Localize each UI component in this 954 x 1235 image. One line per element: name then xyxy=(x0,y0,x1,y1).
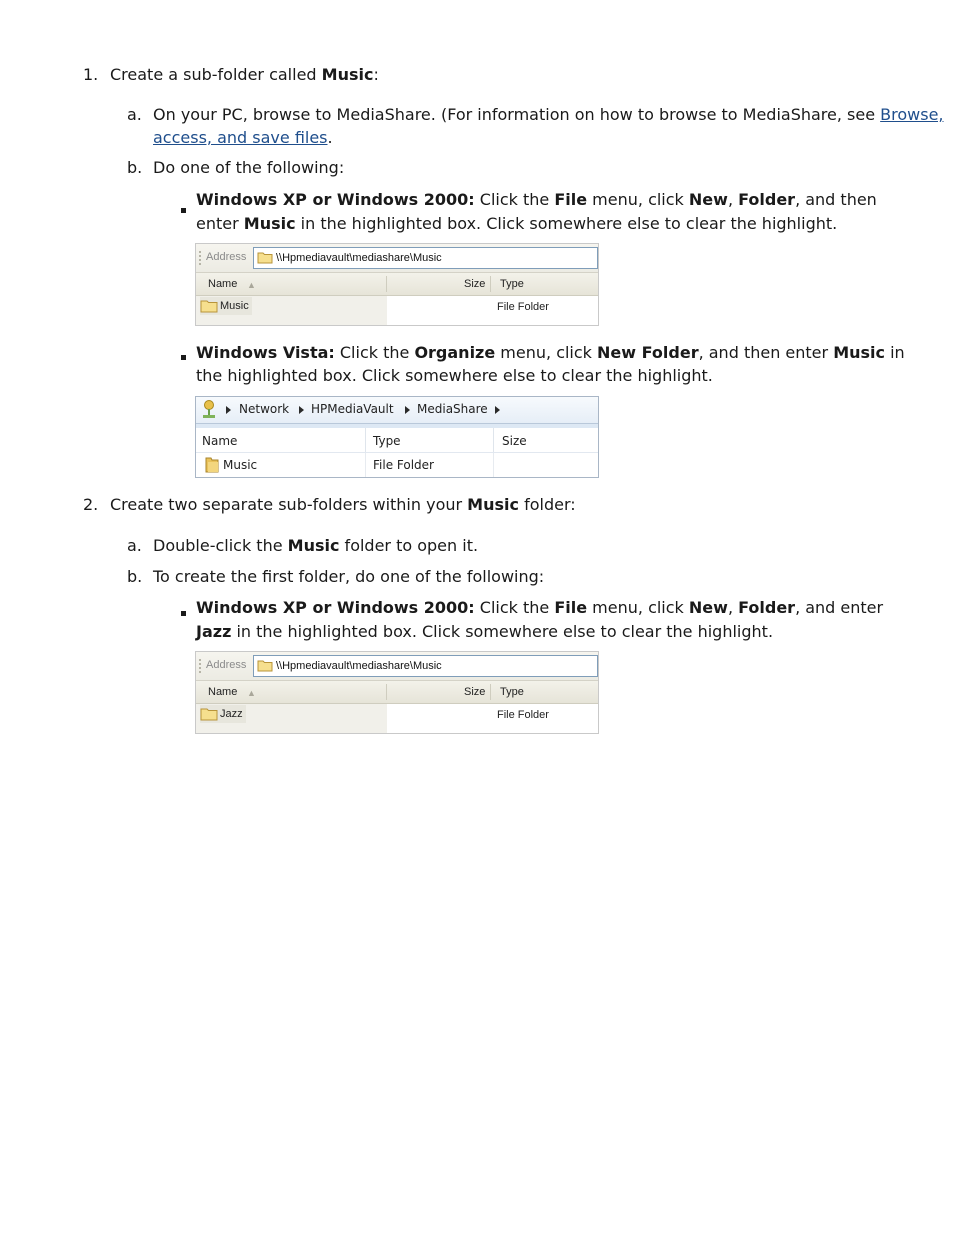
column-header-row xyxy=(196,273,598,296)
step-1a-line2 xyxy=(153,126,333,149)
breadcrumb-hpmediavault[interactable]: HPMediaVault xyxy=(311,402,394,416)
text: Click the xyxy=(334,343,415,362)
step-1-number: 1. xyxy=(83,65,99,84)
step-1-tail: : xyxy=(373,65,379,84)
file-menu-term: File xyxy=(554,598,588,617)
folder-icon xyxy=(204,455,220,474)
text: menu, click xyxy=(495,343,598,362)
chevron-right-icon[interactable] xyxy=(495,406,500,414)
text: , xyxy=(727,598,739,617)
column-header-size[interactable]: Size xyxy=(464,686,486,698)
vista-instruction-line1 xyxy=(196,341,905,364)
browse-link[interactable]: Browse, xyxy=(880,105,944,124)
column-header-type[interactable]: Type xyxy=(500,686,524,698)
file-row-name[interactable] xyxy=(200,705,246,723)
step-1-text xyxy=(110,63,379,86)
column-divider xyxy=(493,428,494,452)
step-2-tail: folder: xyxy=(518,495,576,514)
breadcrumb xyxy=(196,397,598,424)
step-1b-letter: b. xyxy=(127,158,143,177)
text: in the highlighted box. Click somewhere else to clear the highlight. xyxy=(295,214,838,233)
chevron-right-icon[interactable] xyxy=(299,406,304,414)
column-header-name[interactable]: Name xyxy=(208,686,238,698)
chevron-right-icon[interactable] xyxy=(226,406,231,414)
folder-term: Folder xyxy=(738,598,796,617)
column-header-name[interactable]: Name xyxy=(202,434,238,448)
column-header-row xyxy=(196,681,598,704)
file-row-type: File Folder xyxy=(373,458,434,472)
column-divider xyxy=(386,276,387,292)
text: menu, click xyxy=(587,190,689,209)
step-1a-line1 xyxy=(153,103,944,126)
column-header-size[interactable]: Size xyxy=(502,434,527,448)
folder-name: Jazz xyxy=(220,708,243,720)
step-1-lead: Create a sub-folder called xyxy=(110,65,322,84)
step-1b-text: Do one of the following: xyxy=(153,158,345,177)
text: Click the xyxy=(474,598,555,617)
address-label: Address xyxy=(206,659,247,671)
step-2-lead: Create two separate sub-folders within your xyxy=(110,495,468,514)
text: enter xyxy=(196,214,244,233)
text: Click the xyxy=(474,190,555,209)
text: Double-click the xyxy=(153,536,288,555)
new-term: New xyxy=(688,190,728,209)
address-input[interactable] xyxy=(253,655,598,677)
toolbar-grip xyxy=(199,659,203,673)
xp-label: Windows XP or Windows 2000: xyxy=(196,190,475,209)
column-divider xyxy=(493,453,494,477)
chevron-right-icon[interactable] xyxy=(405,406,410,414)
file-menu-term: File xyxy=(554,190,588,209)
breadcrumb-network[interactable]: Network xyxy=(239,402,290,416)
sort-arrow-icon: ▲ xyxy=(247,688,256,698)
xp-instruction-line1 xyxy=(196,596,883,619)
column-divider xyxy=(490,276,491,292)
step-2a-text xyxy=(153,534,478,557)
address-input[interactable] xyxy=(253,247,598,269)
step-2-number: 2. xyxy=(83,495,99,514)
column-divider xyxy=(365,453,366,477)
step-2a-letter: a. xyxy=(127,536,142,555)
column-divider xyxy=(386,684,387,700)
bullet xyxy=(181,208,186,213)
text: , xyxy=(727,190,739,209)
step-2b-letter: b. xyxy=(127,567,143,586)
file-row-type: File Folder xyxy=(497,709,549,721)
step-1-bold: Music xyxy=(321,65,374,84)
step-2-bold: Music xyxy=(467,495,519,514)
vista-label: Windows Vista: xyxy=(196,343,335,362)
folder-icon xyxy=(257,251,273,264)
column-header-type[interactable]: Type xyxy=(373,434,401,448)
file-row-type: File Folder xyxy=(497,301,549,313)
xp-instruction-line2 xyxy=(196,620,773,643)
text: , and then enter xyxy=(698,343,834,362)
music-term: Music xyxy=(243,214,296,233)
jazz-term: Jazz xyxy=(196,622,232,641)
column-header-row xyxy=(196,428,598,453)
text: menu, click xyxy=(587,598,689,617)
address-bar xyxy=(196,244,598,273)
folder-icon xyxy=(200,707,218,721)
vista-instruction-line2: the highlighted box. Click somewhere else to clear the highlight. xyxy=(196,366,713,385)
xp-explorer-screenshot xyxy=(195,651,599,734)
organize-term: Organize xyxy=(414,343,496,362)
text: , and enter xyxy=(795,598,884,617)
address-value: \\Hpmediavault\mediashare\Music xyxy=(276,660,442,672)
text: in xyxy=(885,343,905,362)
folder-icon xyxy=(257,659,273,672)
column-divider xyxy=(365,428,366,452)
column-header-name[interactable]: Name xyxy=(208,278,238,290)
folder-name: Music xyxy=(220,300,249,312)
text: folder to open it. xyxy=(339,536,479,555)
toolbar-grip xyxy=(199,251,203,265)
bullet xyxy=(181,355,186,360)
text: , and then xyxy=(795,190,877,209)
music-term: Music xyxy=(287,536,340,555)
address-value: \\Hpmediavault\mediashare\Music xyxy=(276,252,442,264)
address-label: Address xyxy=(206,251,247,263)
breadcrumb-mediashare[interactable]: MediaShare xyxy=(417,402,488,416)
folder-icon xyxy=(200,299,218,313)
network-icon xyxy=(200,399,218,419)
xp-instruction-line2 xyxy=(196,212,837,235)
column-header-type[interactable]: Type xyxy=(500,278,524,290)
bullet xyxy=(181,611,186,616)
step-1a-letter: a. xyxy=(127,105,142,124)
step-2b-text: To create the first folder, do one of the following: xyxy=(153,567,545,586)
address-bar xyxy=(196,652,598,681)
sort-arrow-icon: ▲ xyxy=(247,280,256,290)
new-folder-term: New Folder xyxy=(597,343,699,362)
column-header-size[interactable]: Size xyxy=(464,278,486,290)
file-row-name[interactable] xyxy=(200,297,252,315)
folder-term: Folder xyxy=(738,190,796,209)
step-1a-text: On your PC, browse to MediaShare. (For information on how to browse to MediaShare, see xyxy=(153,105,881,124)
new-term: New xyxy=(688,598,728,617)
vista-explorer-screenshot xyxy=(195,396,599,478)
step-2-text xyxy=(110,493,576,516)
browse-link-continued[interactable]: access, and save files xyxy=(153,128,328,147)
xp-instruction-line1 xyxy=(196,188,877,211)
xp-explorer-screenshot xyxy=(195,243,599,326)
xp-label: Windows XP or Windows 2000: xyxy=(196,598,475,617)
step-1a-end: . xyxy=(327,128,333,147)
column-divider xyxy=(490,684,491,700)
music-term: Music xyxy=(833,343,885,362)
text: in the highlighted box. Click somewhere else to clear the highlight. xyxy=(231,622,774,641)
file-row-name[interactable]: Music xyxy=(223,458,258,472)
